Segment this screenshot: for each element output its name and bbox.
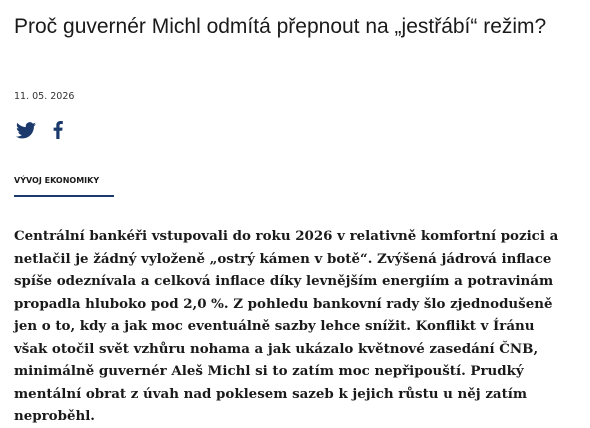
article-paragraph: Centrální bankéři vstupovali do roku 2026 v relativně komfortní pozici a netlačil je žádný vyloženě „ostrý kámen v botě“. Zvýšená jádrová inflace spíše odeznívala a celková inflace díky levnějším energiím a potravinám propadla hluboko pod 2,0 %. Z pohledu bankovní rady šlo zjednodušeně jen o to, kdy a jak moc eventuálně sazby lehce snížit. Konflikt v Íránu však otočil svět vzhůru nohama a jak ukázalo květnové zasedání ČNB, minimálně guvernér Aleš Michl si to zatím moc nepřipouští. Prudký mentální obrat z úvah nad poklesem sazeb k jejich růstu u něj zatím neproběhl. <box>14 228 559 424</box>
publish-date: 11. 05. 2026 <box>14 91 75 102</box>
facebook-f-icon <box>53 121 63 139</box>
category-underline <box>14 195 114 197</box>
facebook-share-button[interactable] <box>52 118 64 142</box>
article-title: Proč guvernér Michl odmítá přepnout na „jestřábí“ režim? <box>14 15 547 38</box>
category-label[interactable]: VÝVOJ EKONOMIKY <box>14 176 100 185</box>
article <box>14 0 574 424</box>
twitter-bird-icon <box>16 122 36 139</box>
share-buttons <box>14 118 64 142</box>
twitter-share-button[interactable] <box>14 118 38 142</box>
